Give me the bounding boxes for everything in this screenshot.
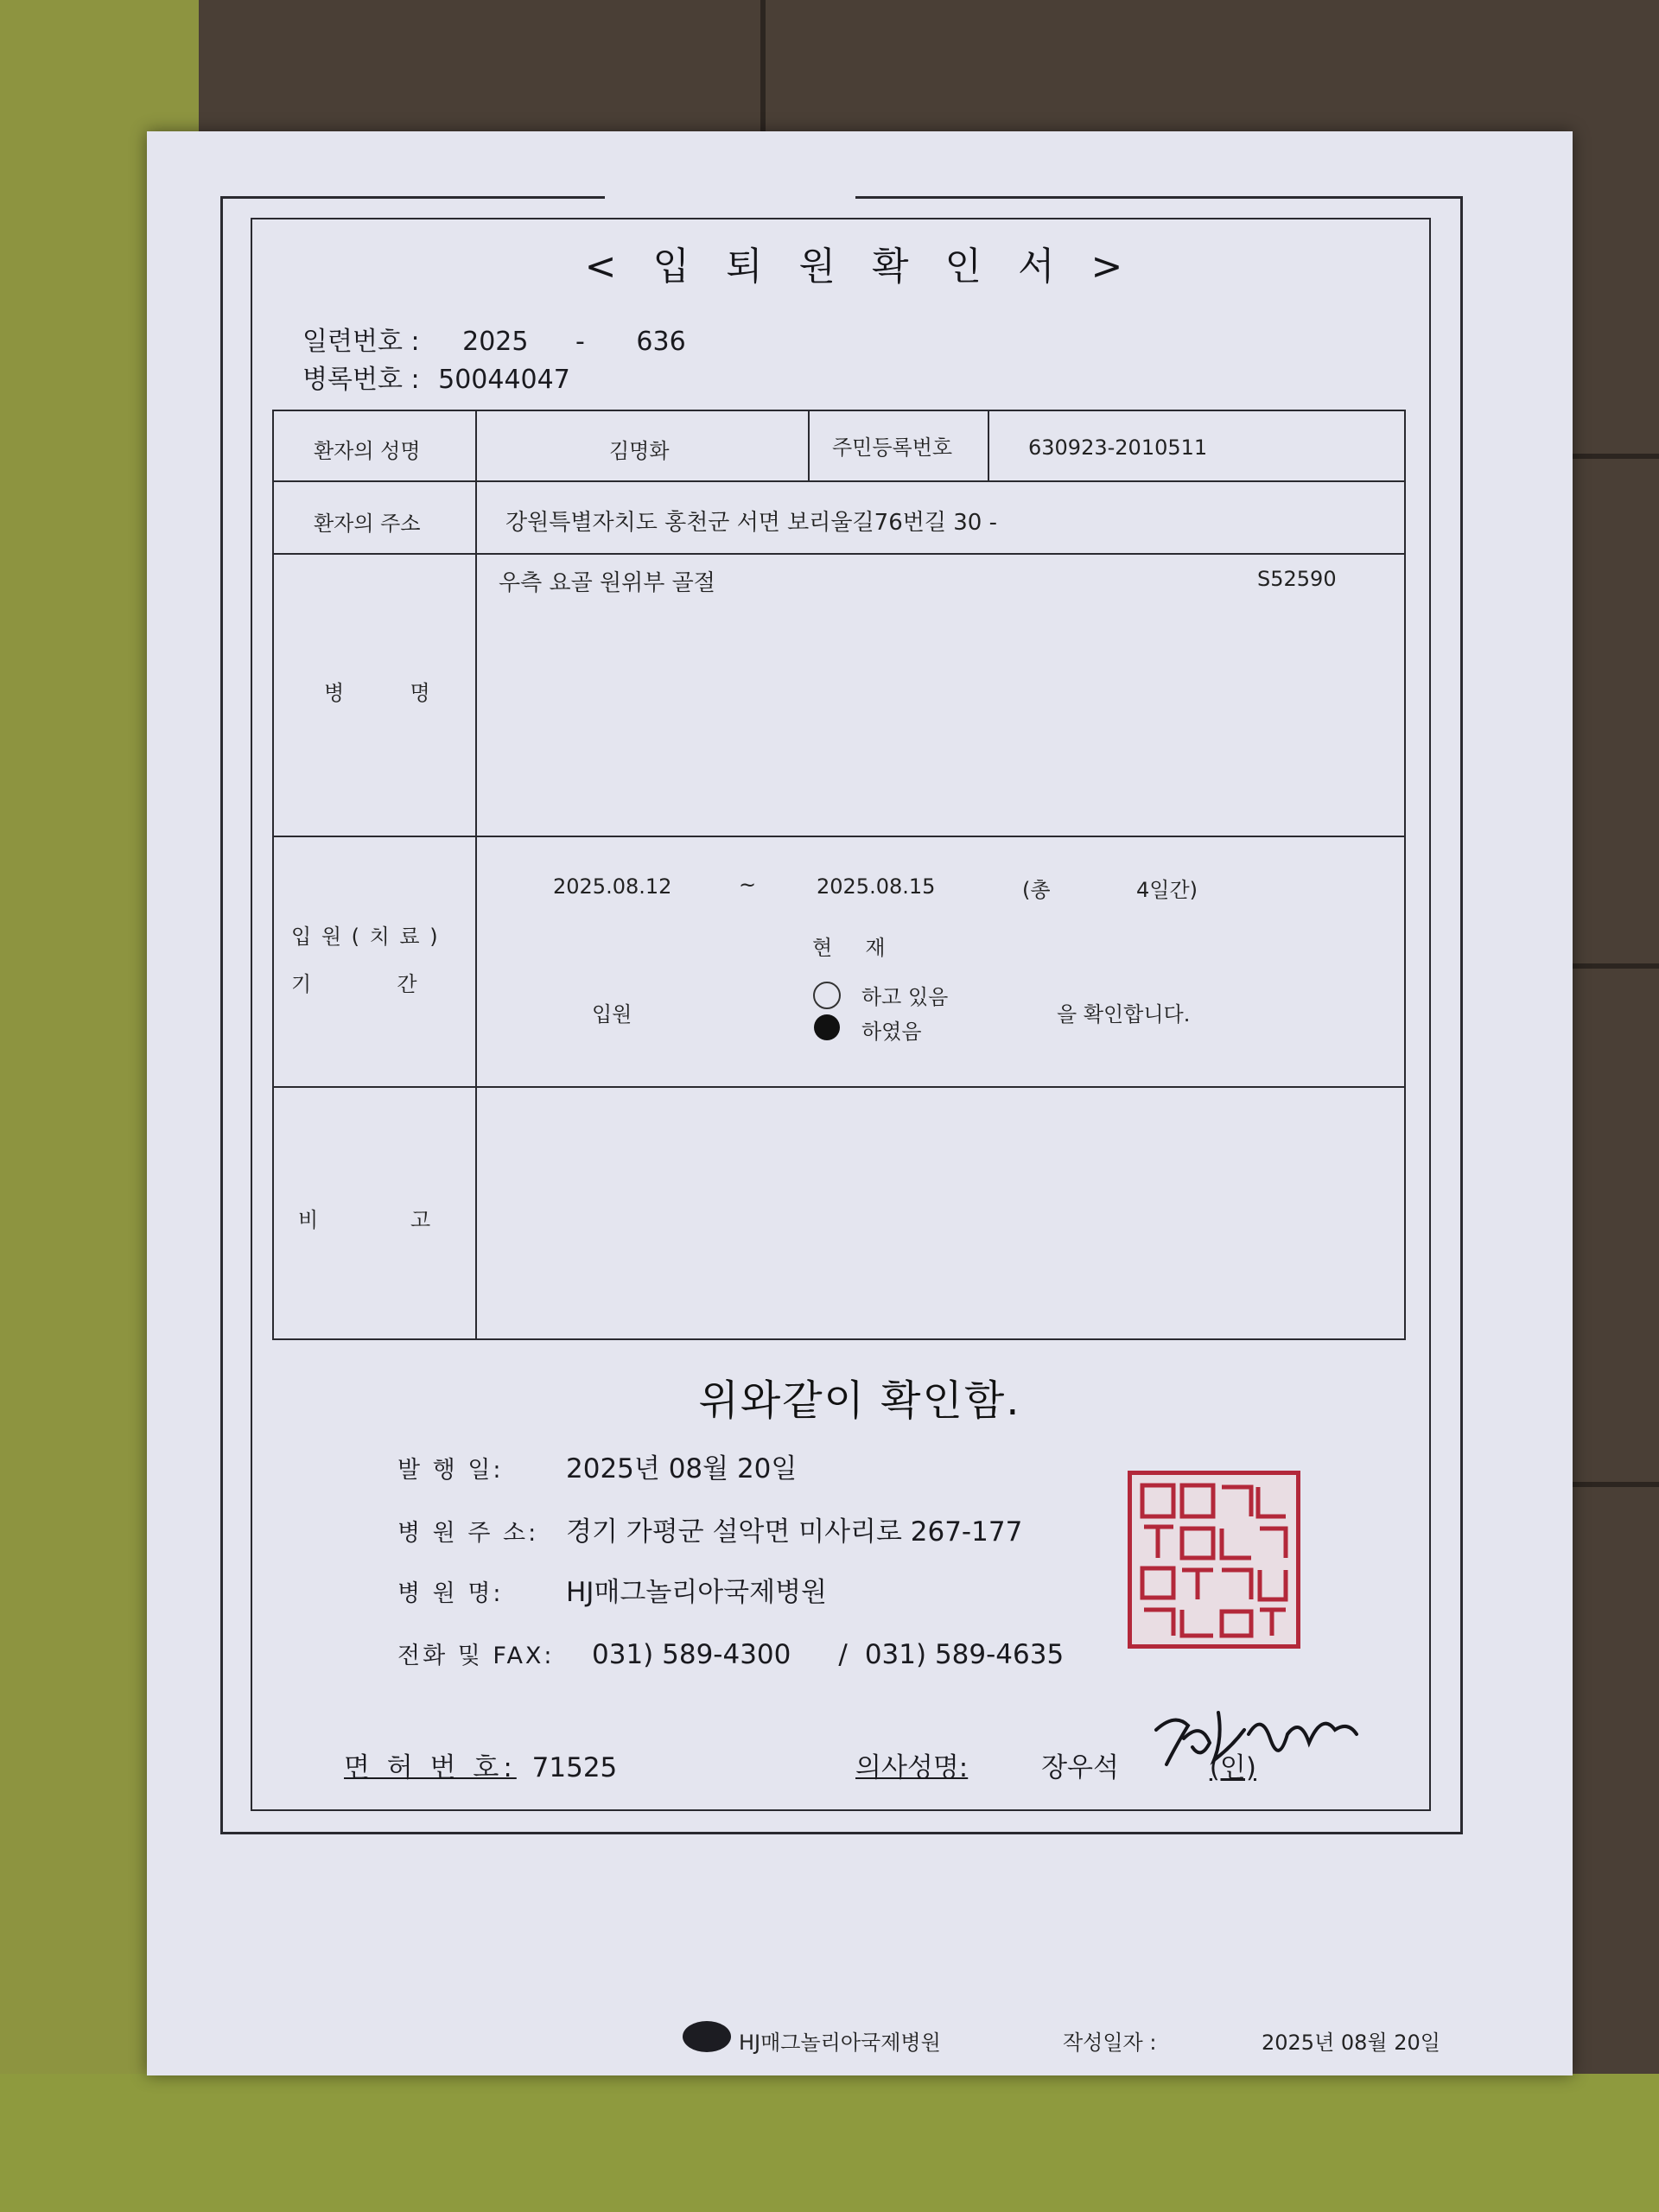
doctor-seal-mark: (인) [1209, 1752, 1256, 1783]
admit-label: 입원 [592, 1002, 632, 1027]
license-number: 71525 [531, 1752, 618, 1783]
fax-separator: / [838, 1639, 848, 1670]
doctor-name: 장우석 [1041, 1752, 1119, 1783]
phone-fax-row [397, 1637, 1064, 1670]
seal-glyphs-graphic [1132, 1475, 1296, 1644]
option-done: 하였음 [861, 1020, 922, 1044]
confirmation-statement: 위와같이 확인함. [698, 1376, 1021, 1425]
radio-done-selected[interactable] [814, 1014, 840, 1040]
hospital-address: 경기 가평군 설악면 미사리로 267-177 [566, 1516, 1023, 1548]
serial-number-row [302, 320, 686, 358]
serial-dash: - [575, 327, 585, 357]
option-ongoing: 하고 있음 [861, 985, 949, 1009]
period-total-open: (총 [1022, 878, 1051, 902]
period-label-line2: 기 간 [291, 972, 417, 996]
patient-address: 강원특별자치도 홍천군 서면 보리울길76번길 30 - [505, 510, 997, 536]
issue-date: 2025년 08월 20일 [566, 1453, 798, 1484]
hospital-name: HJ매그놀리아국제병원 [566, 1577, 827, 1608]
period-tilde: ~ [739, 873, 757, 897]
hospital-name-row [397, 1570, 827, 1609]
doctor-signature-graphic [1149, 1695, 1365, 1782]
confirm-suffix: 을 확인합니다. [1057, 1002, 1191, 1027]
fax-number: 031) 589-4635 [864, 1639, 1065, 1670]
footer-written-label: 작성일자 : [1063, 2031, 1157, 2055]
patient-name: 김명화 [609, 439, 670, 463]
hospital-name-label: 병 원 명: [397, 1580, 504, 1607]
footer-written-date: 2025년 08월 20일 [1262, 2031, 1440, 2055]
address-label: 환자의 주소 [314, 512, 421, 536]
wood-seam [760, 0, 766, 138]
frame-gap [605, 188, 855, 207]
current-label: 현 재 [812, 936, 886, 960]
issue-date-row [397, 1446, 797, 1485]
document-paper [147, 131, 1573, 2075]
license-label: 면 허 번 호: [344, 1752, 517, 1783]
hospital-address-label: 병 원 주 소: [397, 1520, 539, 1547]
hospital-logo-icon [683, 2021, 731, 2052]
background-mat-bottom [0, 2074, 1659, 2212]
period-total-days: 4일간) [1136, 878, 1198, 902]
rrn-value: 630923-2010511 [1028, 435, 1208, 460]
phone-number: 031) 589-4300 [592, 1639, 791, 1670]
hospital-seal-stamp [1128, 1471, 1300, 1649]
hospital-address-row [397, 1510, 1022, 1548]
document-title: < 입 퇴 원 확 인 서 > [584, 245, 1135, 289]
record-number: 50044047 [438, 365, 570, 395]
info-table [272, 410, 1406, 1347]
footer-hospital-name: HJ매그놀리아국제병원 [739, 2031, 941, 2055]
serial-label: 일련번호 : [302, 327, 420, 357]
record-number-row [302, 358, 570, 396]
record-label: 병록번호 : [302, 365, 420, 395]
remarks-label: 비 고 [298, 1208, 431, 1232]
doctor-label: 의사성명: [855, 1752, 969, 1783]
disease-name: 우측 요골 원위부 골절 [499, 570, 715, 596]
serial-number: 636 [636, 327, 686, 357]
patient-name-label: 환자의 성명 [314, 439, 421, 463]
disease-code: S52590 [1257, 567, 1337, 591]
rrn-label: 주민등록번호 [832, 435, 953, 460]
period-start: 2025.08.12 [553, 874, 672, 899]
period-end: 2025.08.15 [817, 874, 936, 899]
radio-ongoing[interactable] [813, 982, 841, 1009]
serial-year: 2025 [462, 327, 529, 357]
phone-fax-label: 전화 및 FAX: [397, 1643, 555, 1669]
license-row [344, 1745, 617, 1784]
issue-date-label: 발 행 일: [397, 1457, 504, 1484]
period-label-line1: 입 원 ( 치 료 ) [291, 925, 440, 949]
disease-label: 병 명 [324, 681, 430, 705]
